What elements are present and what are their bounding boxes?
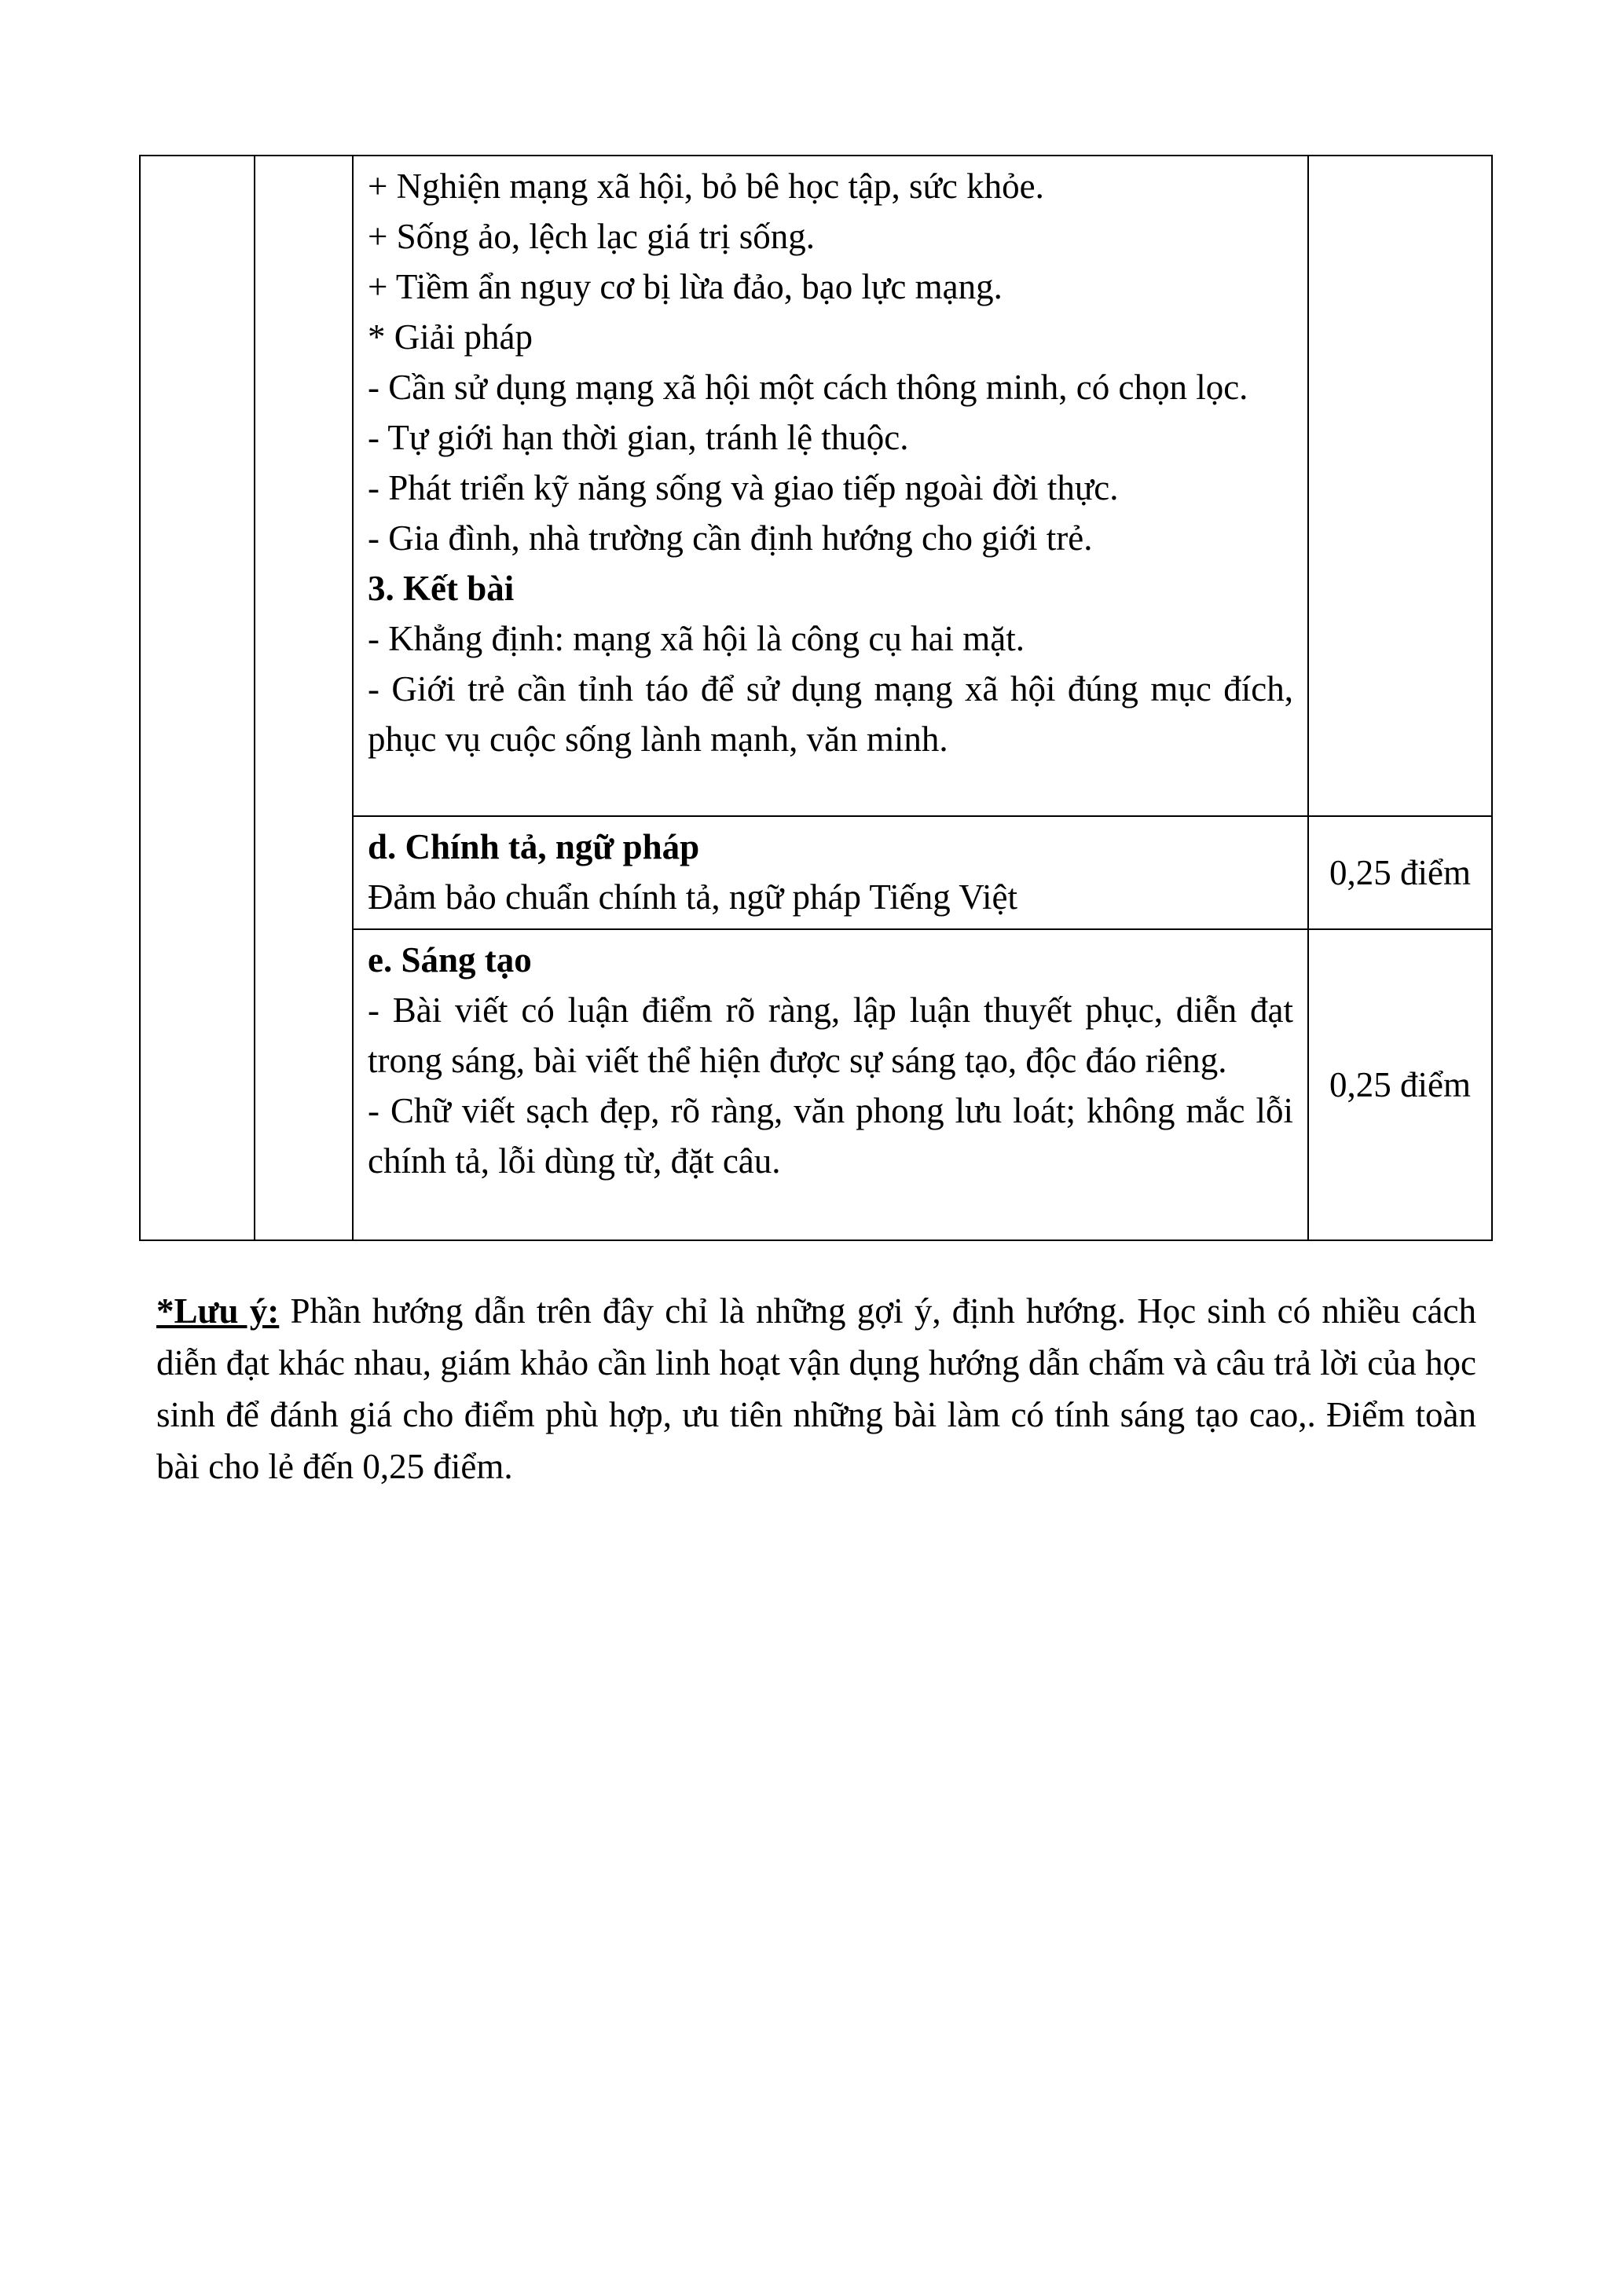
content-line: - Chữ viết sạch đẹp, rõ ràng, văn phong lưu loát; không mắc lỗi chính tả, lỗi dùng từ, đặt câu. (368, 1091, 1293, 1181)
note-text: Phần hướng dẫn trên đây chỉ là những gợi ý, định hướng. Học sinh có nhiều cách diễn đạt khác nhau, giám khảo cần linh hoạt vận dụng hướng dẫn chấm và câu trả lời của học sinh để đánh giá cho điểm phù hợp, ưu tiên những bài làm có tính sáng tạo cao,. Điểm toàn bài cho lẻ đến 0,25 điểm. (156, 1291, 1476, 1486)
content-cell (353, 156, 1308, 816)
note-label: *Lưu ý: (156, 1291, 280, 1331)
conclusion-heading: 3. Kết bài (368, 569, 515, 608)
content-cell (353, 929, 1308, 1240)
grading-rubric-table (139, 155, 1493, 1241)
section-cell (140, 156, 255, 1240)
spelling-heading: d. Chính tả, ngữ pháp (368, 827, 700, 866)
note-paragraph (156, 1285, 1476, 1492)
spelling-text: Đảm bảo chuẩn chính tả, ngữ pháp Tiếng Việt (368, 877, 1017, 917)
content-line: - Bài viết có luận điểm rõ ràng, lập luận thuyết phục, diễn đạt trong sáng, bài viết thể hiện được sự sáng tạo, độc đáo riêng. (368, 991, 1293, 1080)
content-line: - Khẳng định: mạng xã hội là công cụ hai mặt. (368, 619, 1025, 658)
content-line: + Sống ảo, lệch lạc giá trị sống. (368, 217, 816, 256)
content-line: + Nghiện mạng xã hội, bỏ bê học tập, sức khỏe. (368, 167, 1044, 206)
table-row (140, 156, 1492, 816)
score-cell (1308, 156, 1492, 816)
content-line: - Tự giới hạn thời gian, tránh lệ thuộc. (368, 418, 909, 457)
creativity-heading: e. Sáng tạo (368, 940, 532, 980)
content-line: + Tiềm ẩn nguy cơ bị lừa đảo, bạo lực mạng. (368, 267, 1003, 306)
content-line: - Gia đình, nhà trường cần định hướng cho giới trẻ. (368, 518, 1093, 558)
content-cell (353, 816, 1308, 929)
content-line: - Phát triển kỹ năng sống và giao tiếp ngoài đời thực. (368, 468, 1119, 507)
score-cell: 0,25 điểm (1308, 816, 1492, 929)
content-line: - Cần sử dụng mạng xã hội một cách thông minh, có chọn lọc. (368, 368, 1248, 407)
solution-heading: * Giải pháp (368, 317, 533, 357)
score-cell: 0,25 điểm (1308, 929, 1492, 1240)
content-line: - Giới trẻ cần tỉnh táo để sử dụng mạng xã hội đúng mục đích, phục vụ cuộc sống lành mạnh, văn minh. (368, 669, 1293, 759)
item-cell (255, 156, 353, 1240)
